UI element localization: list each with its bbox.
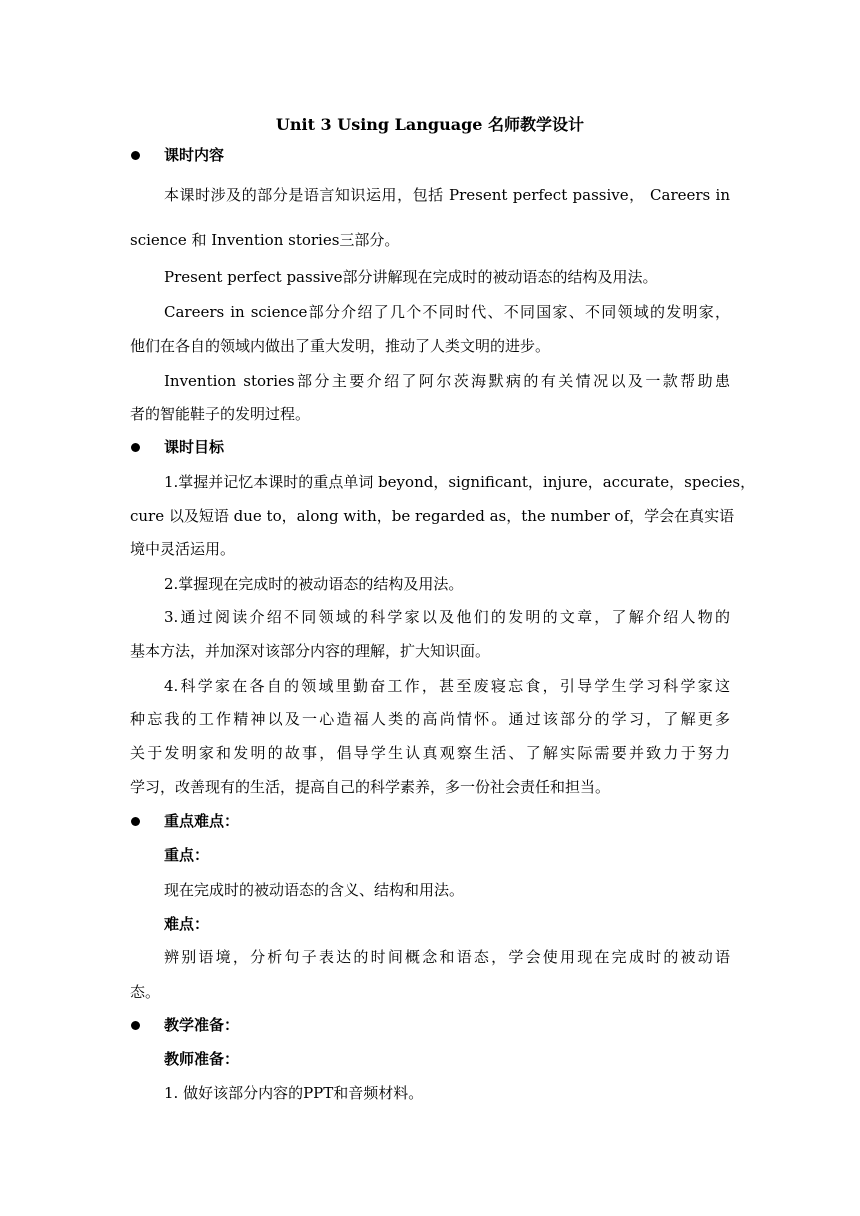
subheading: 重点：	[164, 846, 210, 864]
paragraph-line: Invention stories部分主要介绍了阿尔茨海默病的有关情况以及一款帮助患	[164, 372, 730, 390]
bullet-icon	[131, 817, 140, 826]
paragraph-line: cure 以及短语 due to，along with，be regarded as，the number of，学会在真实语	[130, 507, 735, 525]
paragraph-line: 学习，改善现有的生活，提高自己的科学素养，多一份社会责任和担当。	[130, 778, 611, 796]
paragraph-line: 2.掌握现在完成时的被动语态的结构及用法。	[164, 575, 464, 593]
subheading: 教师准备：	[164, 1050, 240, 1068]
document-title: Unit 3 Using Language 名师教学设计	[275, 115, 585, 134]
paragraph-line: science 和 Invention stories三部分。	[130, 231, 400, 249]
paragraph-line: 4.科学家在各自的领域里勤奋工作，甚至废寝忘食，引导学生学习科学家这	[164, 677, 730, 695]
paragraph-line: 辨别语境，分析句子表达的时间概念和语态，学会使用现在完成时的被动语	[164, 948, 730, 966]
bullet-icon	[131, 1021, 140, 1030]
subheading: 难点：	[164, 915, 210, 933]
paragraph-line: 现在完成时的被动语态的含义、结构和用法。	[164, 881, 465, 899]
section-heading-content: 课时内容	[164, 146, 225, 164]
paragraph-line: 基本方法，并加深对该部分内容的理解，扩大知识面。	[130, 642, 491, 660]
paragraph-line: 境中灵活运用。	[130, 540, 236, 558]
paragraph-line: 1. 做好该部分内容的PPT和音频材料。	[164, 1084, 424, 1102]
paragraph-line: 者的智能鞋子的发明过程。	[130, 405, 311, 423]
bullet-icon	[131, 151, 140, 160]
paragraph-line: 3.通过阅读介绍不同领域的科学家以及他们的发明的文章，了解介绍人物的	[164, 608, 730, 626]
paragraph-line: 本课时涉及的部分是语言知识运用，包括 Present perfect passive， Careers in	[164, 186, 730, 204]
section-heading-goals: 课时目标	[164, 438, 225, 456]
paragraph-line: Present perfect passive部分讲解现在完成时的被动语态的结构及用法。	[164, 268, 658, 286]
bullet-icon	[131, 443, 140, 452]
section-heading-keypoints: 重点难点：	[164, 812, 240, 830]
paragraph-line: Careers in science部分介绍了几个不同时代、不同国家、不同领域的发明家，	[164, 303, 730, 321]
paragraph-line: 种忘我的工作精神以及一心造福人类的高尚情怀。通过该部分的学习，了解更多	[130, 710, 730, 728]
paragraph-line: 态。	[130, 983, 161, 1001]
paragraph-line: 他们在各自的领域内做出了重大发明，推动了人类文明的进步。	[130, 337, 551, 355]
paragraph-line: 1.掌握并记忆本课时的重点单词 beyond，significant，injure，accurate，species，	[164, 473, 756, 491]
section-heading-prep: 教学准备：	[164, 1016, 240, 1034]
paragraph-line: 关于发明家和发明的故事，倡导学生认真观察生活、了解实际需要并致力于努力	[130, 744, 730, 762]
